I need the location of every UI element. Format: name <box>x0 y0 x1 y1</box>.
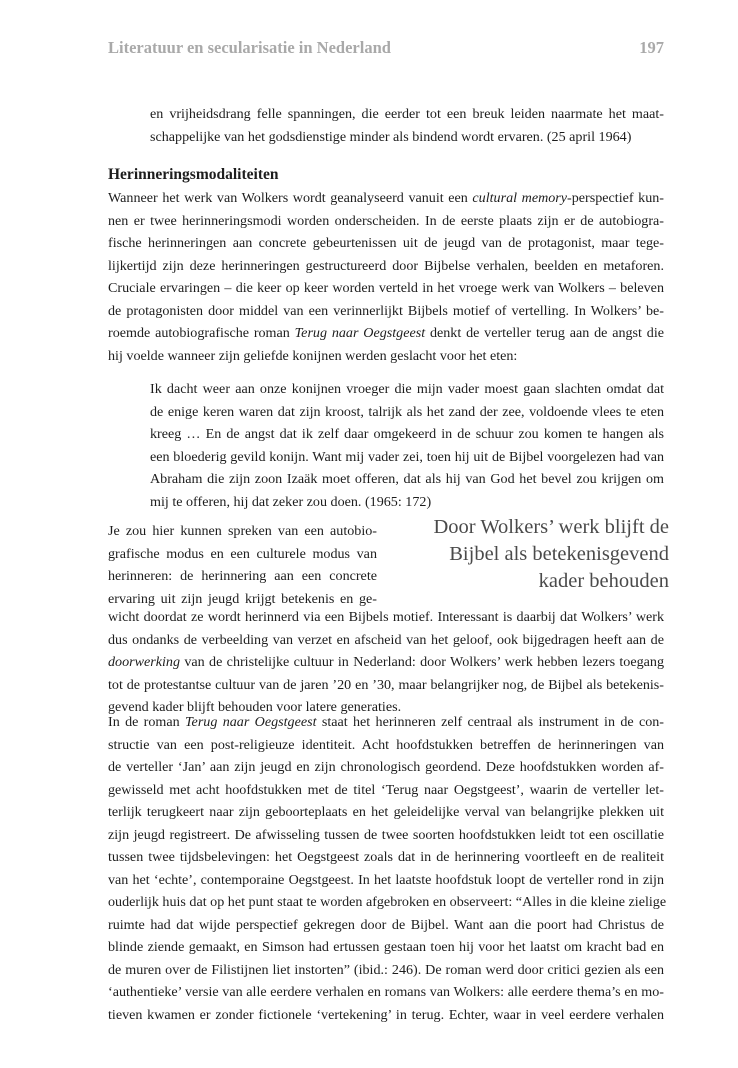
pull-quote-line: Bijbel als betekenisgevend <box>449 543 669 565</box>
pull-quote <box>395 514 669 595</box>
text-line: ouderlijk huis dat op het punt staat te worden afgebroken en observeert: “Alles in die kleine zielige <box>108 894 667 910</box>
quote-line: kreeg … En de angst dat ik zelf daar omgekeerd in de schuur zou komen te hangen als <box>150 426 664 442</box>
text-line: nen er twee herinneringsmodi worden onderscheiden. In de eerste plaats zijn er de autobiogra- <box>108 212 664 229</box>
text-line: tussen twee tijdsbelevingen: het Oegstgeest zoals dat in de herinnering voortleeft en de realiteit <box>108 849 664 865</box>
text-line: doorwerking van de christelijke cultuur in Nederland: door Wolkers’ werk hebben lezers toegang <box>108 654 664 670</box>
text-line: ervaring uit zijn jeugd krijgt betekenis en ge- <box>108 590 377 607</box>
book-title: Terug naar Oegstgeest <box>185 714 317 730</box>
emphasis: cultural memory <box>472 190 568 206</box>
pull-quote-line: kader behouden <box>538 570 669 592</box>
text-line: tot de protestantse cultuur van de jaren ’20 en ’30, maar belangrijker nog, de Bijbel als betekenis- <box>108 676 664 693</box>
quote-line: Abraham die zijn zoon Izaäk moet offeren, dat als hij van God het bevel zou krijgen om <box>150 471 664 487</box>
book-title: Terug naar Oegstgeest <box>294 325 426 341</box>
quote-line: mij te offeren, hij dat zeker zou doen. (1965: 172) <box>150 493 432 510</box>
text-line: Je zou hier kunnen spreken van een autobio- <box>108 523 377 539</box>
text-line: tieven kwamen er zonder fictionele ‘vertekening’ in terug. Echter, waar in veel eerdere verhalen <box>108 1006 664 1023</box>
text-line: ‘authentieke’ versie van alle eerdere verhalen en romans van Wolkers: alle eerdere thema’s en mo- <box>108 984 664 1000</box>
text-line: terlijk terugkeert naar zijn geboorteplaats en het geleidelijke verval van belangrijke plekken uit <box>108 804 664 820</box>
text-line: gevend kader blijft behouden voor latere generaties. <box>108 699 402 715</box>
text-line: fische herinneringen aan concrete gebeurtenissen uit de jeugd van de protagonist, maar tege- <box>108 235 664 251</box>
text-line: de protagonisten door middel van een verinnerlijkt Bijbels motief of vertelling. In Wolkers’ be- <box>108 302 664 319</box>
text-line: dus ondanks de verbeelding van verzet en afscheid van het geloof, ook bijgedragen heeft aan de <box>108 631 664 648</box>
section-heading: Herinneringsmodaliteiten <box>108 166 279 183</box>
text-line: grafische modus en een culturele modus van <box>108 545 377 562</box>
text-line: gewisseld met acht hoofdstukken met de titel ‘Terug naar Oegstgeest’, waarin de verteller let- <box>108 781 664 798</box>
running-head <box>108 38 664 62</box>
quote-line: een bloederig gevild konijn. Want mij vader zei, toen hij uit de Bijbel voorgelezen had van <box>150 448 664 465</box>
text-line: Wanneer het werk van Wolkers wordt geanalyseerd vanuit een cultural memory-perspectief kun- <box>108 190 664 206</box>
text-line: blinde ziende gemaakt, en Simson had ertussen gestaan toen hij voor het laatst om kracht bad en <box>108 939 664 955</box>
quote-line: en vrijheidsdrang felle spanningen, die eerder tot een breuk leiden naarmate het maat- <box>150 106 664 122</box>
text-line: zijn jeugd registreert. De afwisseling tussen de twee soorten hoofdstukken leidt tot een oscillatie <box>108 826 664 843</box>
text-line: de verteller ‘Jan’ aan zijn jeugd en zijn chronologisch geordend. Deze hoofdstukken worden af- <box>108 759 664 775</box>
pull-quote-line: Door Wolkers’ werk blijft de <box>433 516 669 538</box>
running-title: Literatuur en secularisatie in Nederland <box>108 38 391 57</box>
text-line: van het ‘echte’, contemporaine Oegstgeest. In het laatste hoofdstuk loopt de verteller rond in zijn <box>108 871 664 888</box>
text-line: structie van een post-religieuze identiteit. Acht hoofdstukken betreffen de herinneringen van <box>108 736 664 753</box>
text-line: roemde autobiografische roman Terug naar Oegstgeest denkt de verteller terug aan de angst die <box>108 325 664 341</box>
text-line: de muren over de Filistijnen liet instorten” (ibid.: 246). De roman werd door critici gezien als een <box>108 961 664 978</box>
text-line: wicht doordat ze wordt herinnerd via een Bijbels motief. Interessant is daarbij dat Wolkers’ werk <box>108 609 664 625</box>
emphasis: doorwerking <box>108 654 181 670</box>
text-line: herinneren: de herinnering aan een concrete <box>108 568 377 584</box>
text-line: hij voelde wanneer zijn geliefde konijnen werden geslacht voor het eten: <box>108 347 518 364</box>
text-line: ruimte had dat wijde perspectief gekregen door de Bijbel. Want aan die poort had Christus de <box>108 916 664 933</box>
quote-line: Ik dacht weer aan onze konijnen vroeger die mijn vader moest gaan slachten omdat dat <box>150 381 664 397</box>
page-number: 197 <box>639 38 664 57</box>
text-line: Cruciale ervaringen – die keer op keer worden verteld in het vroege werk van Wolkers – beleven <box>108 280 664 296</box>
text-line: In de roman Terug naar Oegstgeest staat het herinneren zelf centraal als instrument in de con- <box>108 714 665 730</box>
text-line: lijkertijd zijn deze herinneringen gestructureerd door Bijbelse verhalen, beelden en metaforen. <box>108 257 664 274</box>
quote-line: schappelijke van het godsdienstige minder als bindend wordt ervaren. (25 april 1964) <box>150 128 632 145</box>
quote-line: de enige keren waren dat zijn kroost, talrijk als het zand der zee, voldoende vlees te eten <box>150 403 664 420</box>
